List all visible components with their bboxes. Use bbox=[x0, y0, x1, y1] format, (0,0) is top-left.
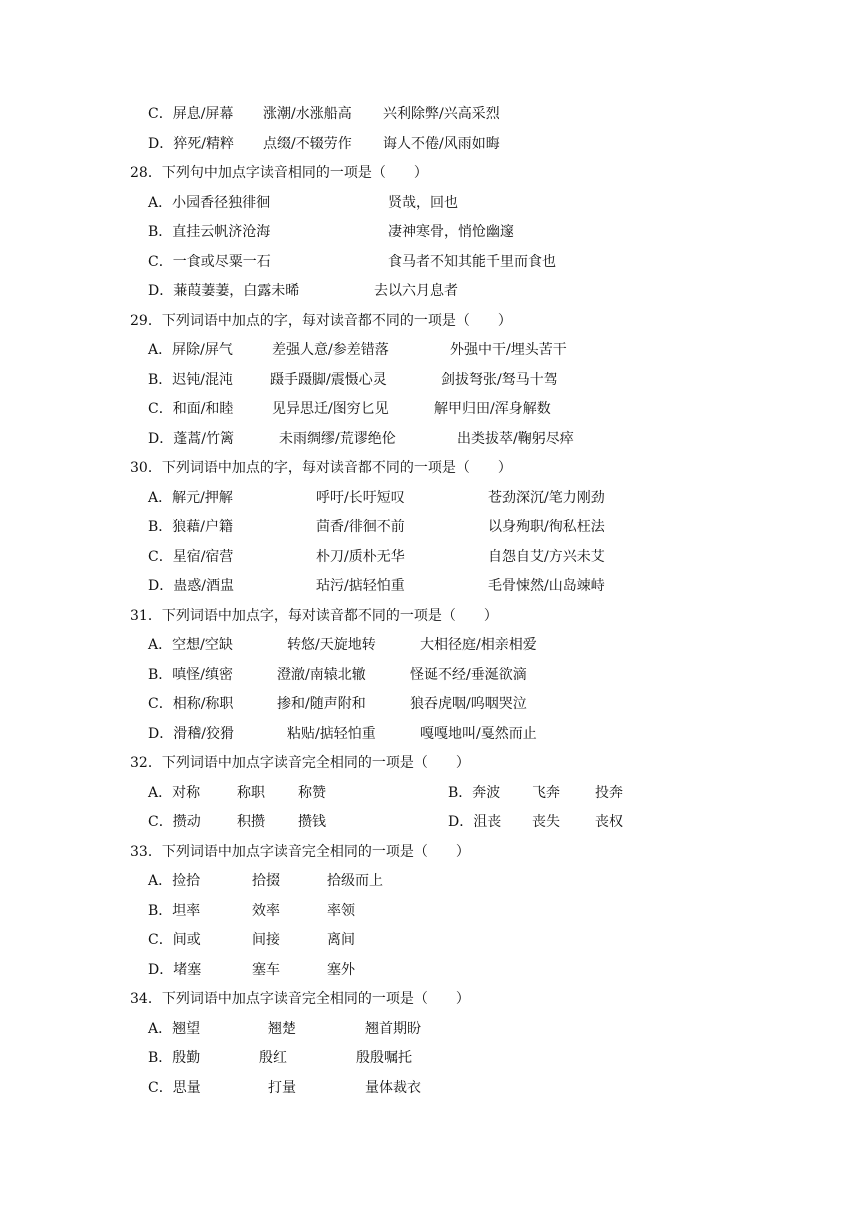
text-segment: A．空想/空缺 bbox=[148, 637, 233, 653]
text-segment: 33．下列词语中加点字读音完全相同的一项是（ ） bbox=[130, 844, 470, 860]
text-segment: 诲人不倦/风雨如晦 bbox=[383, 136, 500, 152]
text-segment: 出类拔萃/鞠躬尽瘁 bbox=[457, 431, 574, 447]
text-segment: 30．下列词语中加点的字，每对读音都不同的一项是（ ） bbox=[130, 460, 512, 476]
text-segment: 丧权 bbox=[595, 814, 623, 830]
text-segment: 凄神寒骨，悄怆幽邃 bbox=[388, 224, 514, 240]
text-segment: D．堵塞 bbox=[148, 962, 202, 978]
text-segment: 翘楚 bbox=[268, 1021, 296, 1037]
text-segment: 大相径庭/相亲相爱 bbox=[420, 637, 537, 653]
text-segment: C．一食或尽粟一石 bbox=[148, 254, 271, 270]
text-segment: 茴香/徘徊不前 bbox=[316, 519, 405, 535]
text-segment: 丧失 bbox=[532, 814, 560, 830]
text-segment: 嘎嘎地叫/戛然而止 bbox=[420, 726, 537, 742]
text-segment: D．蛊惑/酒盅 bbox=[148, 578, 234, 594]
text-segment: 称职 bbox=[237, 785, 265, 801]
text-segment: A．捡拾 bbox=[148, 873, 201, 889]
text-segment: 蹑手蹑脚/震慑心灵 bbox=[270, 372, 387, 388]
text-segment: 34．下列词语中加点字读音完全相同的一项是（ ） bbox=[130, 991, 470, 1007]
text-segment: 朴刀/质朴无华 bbox=[316, 549, 405, 565]
text-segment: 拾级而上 bbox=[327, 873, 383, 889]
text-segment: D．蓬蒿/竹篱 bbox=[148, 431, 234, 447]
text-segment: 28．下列句中加点字读音相同的一项是（ ） bbox=[130, 165, 428, 181]
text-segment: 飞奔 bbox=[532, 785, 560, 801]
text-segment: C．和面/和睦 bbox=[148, 401, 234, 417]
text-segment: B．嗔怪/缜密 bbox=[148, 667, 234, 683]
text-segment: 间接 bbox=[252, 932, 280, 948]
text-segment: 塞车 bbox=[252, 962, 280, 978]
text-segment: 见异思迁/图穷匕见 bbox=[272, 401, 389, 417]
text-segment: B．直挂云帆济沧海 bbox=[148, 224, 271, 240]
text-segment: 29．下列词语中加点的字，每对读音都不同的一项是（ ） bbox=[130, 313, 512, 329]
text-segment: 点缀/不辍劳作 bbox=[263, 136, 352, 152]
text-segment: 塞外 bbox=[327, 962, 355, 978]
text-segment: 自怨自艾/方兴未艾 bbox=[488, 549, 605, 565]
text-segment: 31．下列词语中加点字，每对读音都不同的一项是（ ） bbox=[130, 608, 498, 624]
text-segment: 量体裁衣 bbox=[365, 1080, 421, 1096]
text-segment: 投奔 bbox=[595, 785, 623, 801]
text-segment: 离间 bbox=[327, 932, 355, 948]
text-segment: D．滑稽/狡猾 bbox=[148, 726, 234, 742]
text-segment: 32．下列词语中加点字读音完全相同的一项是（ ） bbox=[130, 755, 470, 771]
text-segment: 毛骨悚然/山岛竦峙 bbox=[488, 578, 605, 594]
text-segment: B．殷勤 bbox=[148, 1050, 201, 1066]
text-segment: B．狼藉/户籍 bbox=[148, 519, 234, 535]
text-segment: 剑拔弩张/驽马十驾 bbox=[441, 372, 558, 388]
text-segment: 殷殷嘱托 bbox=[356, 1050, 412, 1066]
text-segment: 兴利除弊/兴高采烈 bbox=[383, 106, 500, 122]
text-segment: 玷污/掂轻怕重 bbox=[316, 578, 405, 594]
text-segment: 狼吞虎咽/呜咽哭泣 bbox=[410, 696, 527, 712]
text-segment: B．迟钝/混沌 bbox=[148, 372, 234, 388]
text-segment: 外强中干/埋头苦干 bbox=[450, 342, 567, 358]
text-segment: C．间或 bbox=[148, 932, 201, 948]
text-segment: C．思量 bbox=[148, 1080, 201, 1096]
text-segment: 涨潮/水涨船高 bbox=[263, 106, 352, 122]
text-segment: 拾掇 bbox=[252, 873, 280, 889]
text-segment: 苍劲深沉/笔力刚劲 bbox=[488, 490, 605, 506]
text-segment: 澄澈/南辕北辙 bbox=[277, 667, 366, 683]
text-segment: D．沮丧 bbox=[448, 814, 502, 830]
text-segment: B．奔波 bbox=[448, 785, 501, 801]
text-segment: 去以六月息者 bbox=[374, 283, 458, 299]
text-segment: 解甲归田/浑身解数 bbox=[434, 401, 551, 417]
text-segment: 殷红 bbox=[259, 1050, 287, 1066]
text-segment: 呼吁/长吁短叹 bbox=[316, 490, 405, 506]
text-segment: 积攒 bbox=[237, 814, 265, 830]
text-segment: 差强人意/参差错落 bbox=[272, 342, 389, 358]
text-segment: D．猝死/精粹 bbox=[148, 136, 234, 152]
text-segment: D．蒹葭萋萋，白露未晞 bbox=[148, 283, 300, 299]
text-segment: C．相称/称职 bbox=[148, 696, 234, 712]
text-segment: A．解元/押解 bbox=[148, 490, 233, 506]
text-segment: A．屏除/屏气 bbox=[148, 342, 233, 358]
text-segment: 食马者不知其能千里而食也 bbox=[388, 254, 556, 270]
text-segment: 称赞 bbox=[298, 785, 326, 801]
text-segment: B．坦率 bbox=[148, 903, 201, 919]
text-segment: 翘首期盼 bbox=[365, 1021, 421, 1037]
text-segment: C．攒动 bbox=[148, 814, 201, 830]
text-segment: 攒钱 bbox=[298, 814, 326, 830]
text-segment: 转悠/天旋地转 bbox=[287, 637, 376, 653]
text-segment: 率领 bbox=[327, 903, 355, 919]
text-segment: 怪诞不经/垂涎欲滴 bbox=[410, 667, 527, 683]
text-segment: 贤哉，回也 bbox=[388, 195, 458, 211]
text-segment: A．对称 bbox=[148, 785, 201, 801]
text-segment: A．翘望 bbox=[148, 1021, 201, 1037]
text-segment: C．星宿/宿营 bbox=[148, 549, 234, 565]
text-segment: A．小园香径独徘徊 bbox=[148, 195, 271, 211]
text-segment: C．屏息/屏幕 bbox=[148, 106, 234, 122]
text-segment: 掺和/随声附和 bbox=[277, 696, 366, 712]
text-segment: 打量 bbox=[268, 1080, 296, 1096]
text-segment: 粘贴/掂轻怕重 bbox=[287, 726, 376, 742]
text-segment: 效率 bbox=[252, 903, 280, 919]
text-segment: 以身殉职/徇私枉法 bbox=[488, 519, 605, 535]
text-segment: 未雨绸缪/荒谬绝伦 bbox=[279, 431, 396, 447]
